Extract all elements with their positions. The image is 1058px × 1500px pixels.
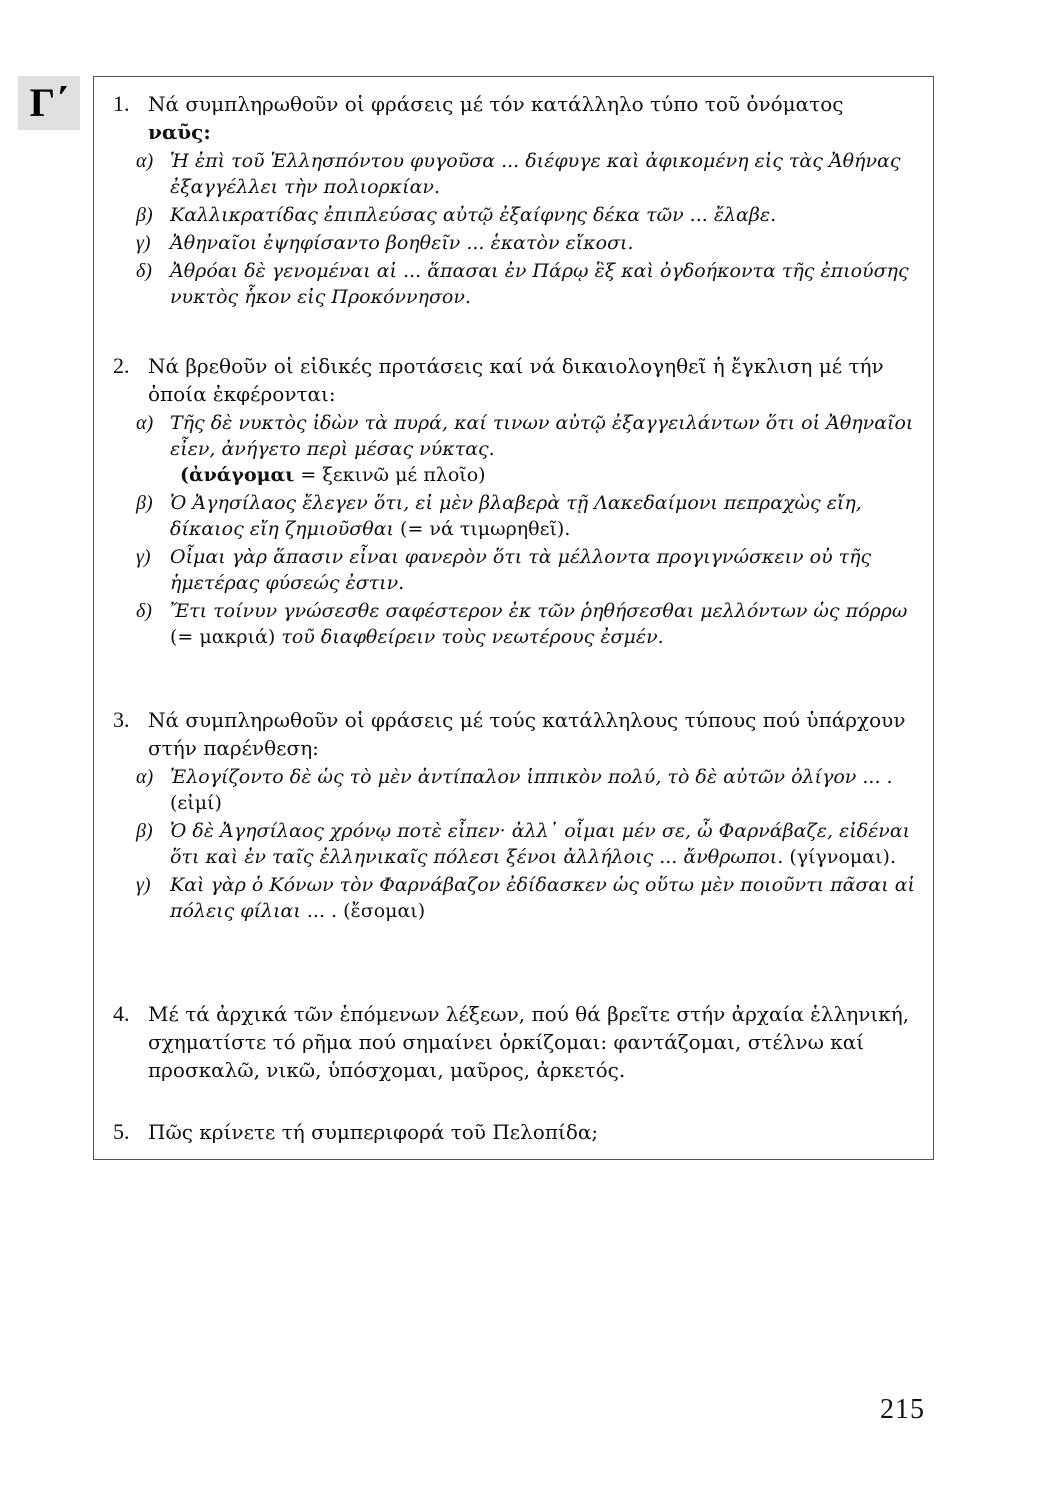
instruction-text: Νά βρεθοῦν οἱ εἰδικές προτάσεις καί νά δικαιολογηθεῖ ἡ ἔγκλιση μέ τήν ὁποία ἐκφέρονται: [148,354,884,406]
exercise-4-instruction [108,1000,928,1084]
list-item [108,544,928,596]
exercise-5 [108,1118,928,1146]
exercise-number: 4. [113,1001,130,1026]
list-item [108,202,928,228]
exercise-number: 5. [113,1119,130,1144]
item-label: γ) [136,874,151,896]
exercise-number: 2. [113,353,130,378]
list-item [108,490,928,542]
exercise-1 [108,90,928,310]
page-number: 215 [880,1394,925,1425]
item-label: α) [136,412,154,434]
item-note: (εἰμί) [170,792,222,814]
item-text-continued: τοῦ διαφθείρειν τοὺς νεωτέρους ἐσμέν. [281,626,664,648]
item-label: δ) [136,260,152,282]
list-item [108,148,928,200]
gloss-word: (ἀνάγομαι [180,464,295,486]
gloss-meaning: = ξεκινῶ μέ πλοῖο) [300,464,486,486]
item-text: Οἶμαι γὰρ ἅπασιν εἶναι φανερὸν ὅτι τὰ μέλλοντα προγιγνώσκειν οὐ τῆς ἡμετέρας φύσεώς ἐστιν. [170,546,872,594]
item-text: Ἔτι τοίνυν γνώσεσθε σαφέστερον ἐκ τῶν ῥηθήσεσθαι μελλόντων ὡς πόρρω [170,600,908,622]
gloss-note [108,462,928,488]
item-note: (= νά τιμωρηθεῖ). [400,518,571,540]
exercise-number: 3. [113,707,130,732]
item-label: β) [136,820,153,842]
instruction-text: Νά συμπληρωθοῦν οἱ φράσεις μέ τόν κατάλληλο τύπο τοῦ ὀνόματος [148,92,844,116]
target-word: ναῦς: [148,120,211,144]
item-text: Ἐλογίζοντο δὲ ὡς τὸ μὲν ἀντίπαλον ἱππικὸν πολύ, τὸ δὲ αὐτῶν ὀλίγον ... . [170,766,893,788]
item-label: α) [136,150,154,172]
item-text: Ἀθρόαι δὲ γενομέναι αἱ ... ἅπασαι ἐν Πάρῳ ἓξ καὶ ὀγδοήκοντα τῆς ἐπιούσης νυκτὸς ἧκον εἰς Προκόννησον. [170,260,909,308]
item-text: Ἀθηναῖοι ἐψηφίσαντο βοηθεῖν ... ἑκατὸν εἴκοσι. [170,232,634,254]
exercise-1-instruction [108,90,928,146]
item-note: (ἔσομαι) [343,900,426,922]
list-item [108,872,928,924]
item-label: α) [136,766,154,788]
exercise-3-instruction [108,706,928,762]
instruction-text: Πῶς κρίνετε τή συμπεριφορά τοῦ Πελοπίδα; [148,1120,599,1144]
exercise-number: 1. [113,91,130,116]
item-note: (= μακριά) [170,626,276,648]
exercise-2 [108,352,928,650]
item-label: γ) [136,546,151,568]
list-item [108,818,928,870]
instruction-text: Μέ τά ἀρχικά τῶν ἑπόμενων λέξεων, πού θά βρεῖτε στήν ἀρχαία ἑλληνική, σχηματίστε τό ρῆμα πού σημαίνει ὁρκίζομαι: φαντάζομαι, στέλνω καί προσκαλῶ, νικῶ, ὑπόσχομαι, μαῦρος, ἀρκετός. [148,1002,910,1082]
instruction-text: Νά συμπληρωθοῦν οἱ φράσεις μέ τούς κατάλληλους τύπους πού ὑπάρχουν στήν παρένθεση: [148,708,906,760]
item-text: Καὶ γὰρ ὁ Κόνων τὸν Φαρνάβαζον ἐδίδασκεν ὡς οὕτω μὲν ποιοῦντι πᾶσαι αἱ πόλεις φίλιαι ... . [170,874,916,922]
item-label: δ) [136,600,152,622]
item-note: (γίγνομαι). [789,846,896,868]
list-item [108,410,928,462]
list-item [108,598,928,650]
exercise-3 [108,706,928,924]
section-mark: Γ΄ [18,76,80,130]
exercise-2-instruction [108,352,928,408]
exercise-5-instruction [108,1118,928,1146]
item-text: Ὁ Ἀγησίλαος ἔλεγεν ὅτι, εἰ μὲν βλαβερὰ τῇ Λακεδαίμονι πεπραχὼς εἴη, δίκαιος εἴη ζημιοῦσθαι [170,492,862,540]
item-text: Ἡ ἐπὶ τοῦ Ἑλλησπόντου φυγοῦσα ... διέφυγε καὶ ἀφικομένη εἰς τὰς Ἀθήνας ἐξαγγέλλει τὴν πολιορκίαν. [170,150,901,198]
item-label: β) [136,492,153,514]
exercise-4 [108,1000,928,1084]
item-text: Τῆς δὲ νυκτὸς ἰδὼν τὰ πυρά, καί τινων αὐτῷ ἐξαγγειλάντων ὅτι οἱ Ἀθηναῖοι εἶεν, ἀνήγετο περὶ μέσας νύκτας. [170,412,914,460]
list-item [108,258,928,310]
list-item [108,230,928,256]
item-text: Καλλικρατίδας ἐπιπλεύσας αὐτῷ ἐξαίφνης δέκα τῶν ... ἔλαβε. [170,204,777,226]
list-item [108,764,928,816]
item-text: Ὁ δὲ Ἀγησίλαος χρόνῳ ποτὲ εἶπεν· ἀλλ᾽ οἶμαι μέν σε, ὦ Φαρνάβαζε, εἰδέναι ὅτι καὶ ἐν ταῖς ἑλληνικαῖς πόλεσι ξένοι ἀλλήλοις ... ἄνθρωποι. [170,820,911,868]
item-label: γ) [136,232,151,254]
item-label: β) [136,204,153,226]
